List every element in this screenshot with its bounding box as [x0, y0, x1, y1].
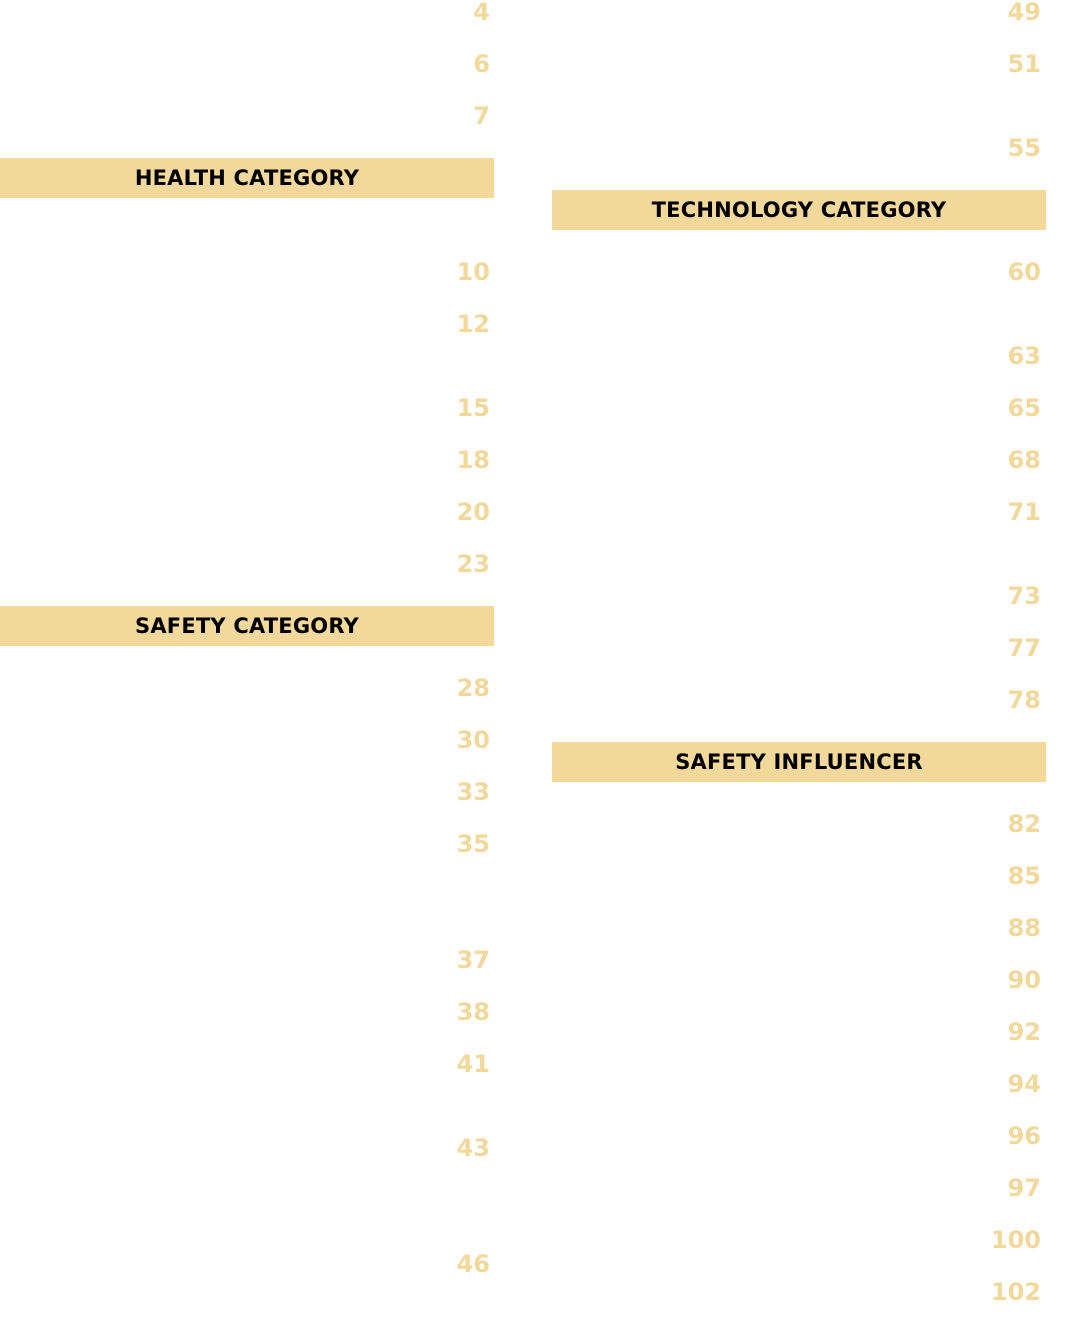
page-number: 41: [456, 1050, 490, 1078]
page-number: 51: [1007, 50, 1041, 78]
page-number: 100: [990, 1226, 1041, 1254]
page-number: 94: [1007, 1070, 1041, 1098]
page-number: 49: [1007, 0, 1041, 26]
page-number: 6: [473, 50, 490, 78]
page-number: 102: [990, 1278, 1041, 1306]
section-header-safety: SAFETY CATEGORY: [0, 606, 494, 646]
page-number: 37: [456, 946, 490, 974]
page-number: 18: [456, 446, 490, 474]
page-number: 46: [456, 1250, 490, 1278]
page-number: 97: [1007, 1174, 1041, 1202]
page-number: 10: [456, 258, 490, 286]
page-number: 63: [1007, 342, 1041, 370]
page-number: 4: [473, 0, 490, 26]
page-number: 55: [1007, 134, 1041, 162]
page-number: 96: [1007, 1122, 1041, 1150]
page-number: 92: [1007, 1018, 1041, 1046]
page-number: 60: [1007, 258, 1041, 286]
page-number: 90: [1007, 966, 1041, 994]
page-number: 85: [1007, 862, 1041, 890]
page-number: 7: [473, 102, 490, 130]
page-number: 68: [1007, 446, 1041, 474]
section-header-influencer: SAFETY INFLUENCER: [552, 742, 1046, 782]
section-header-health: HEALTH CATEGORY: [0, 158, 494, 198]
page-number: 38: [456, 998, 490, 1026]
page-number: 28: [456, 674, 490, 702]
page-number: 88: [1007, 914, 1041, 942]
page-number: 73: [1007, 582, 1041, 610]
page-number: 35: [456, 830, 490, 858]
page-number: 30: [456, 726, 490, 754]
section-header-technology: TECHNOLOGY CATEGORY: [552, 190, 1046, 230]
page-number: 43: [456, 1134, 490, 1162]
page-number: 82: [1007, 810, 1041, 838]
page-number: 33: [456, 778, 490, 806]
page-number: 65: [1007, 394, 1041, 422]
page-number: 71: [1007, 498, 1041, 526]
page-number: 77: [1007, 634, 1041, 662]
page-number: 78: [1007, 686, 1041, 714]
page-number: 15: [456, 394, 490, 422]
page-number: 12: [456, 310, 490, 338]
page-number: 23: [456, 550, 490, 578]
page-number: 20: [456, 498, 490, 526]
